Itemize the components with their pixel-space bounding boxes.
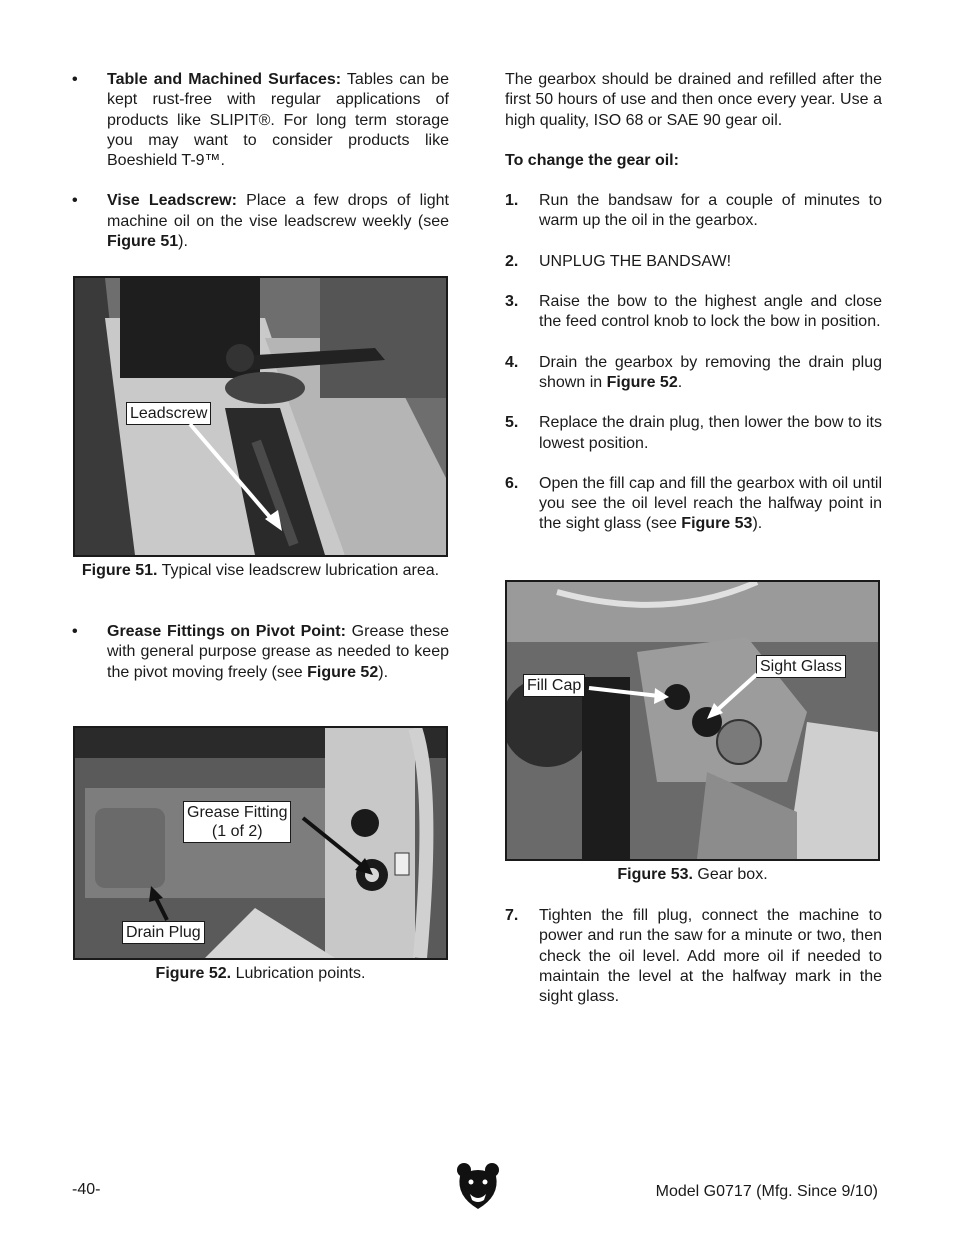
step-text: Raise the bow to the highest angle and close the feed control knob to lock the bow in position. xyxy=(539,293,882,331)
section-heading: To change the gear oil: xyxy=(505,151,679,169)
bullet-symbol: • xyxy=(72,192,78,210)
figure-51-photo xyxy=(73,276,448,557)
step-text: Run the bandsaw for a couple of minutes to warm up the oil in the gearbox. xyxy=(539,192,882,230)
step-text-end: ). xyxy=(752,515,763,533)
leadscrew-callout: Leadscrew xyxy=(126,402,211,425)
bullet-symbol: • xyxy=(72,623,78,640)
caption-label: Figure 51. xyxy=(81,562,158,579)
figure-52-caption xyxy=(73,963,448,984)
step-number: 5. xyxy=(505,414,519,432)
callout-line: Grease Fitting xyxy=(187,804,288,821)
step-number: 4. xyxy=(505,353,519,371)
figure-53-caption xyxy=(505,864,880,885)
gearbox-intro: The gearbox should be drained and refilled after the first 50 hours of use and then once every year. Use a high quality, ISO 68 or SAE 90 gear oil. xyxy=(505,71,882,129)
caption-label: Figure 53. xyxy=(617,866,693,883)
figure-reference: Figure 52 xyxy=(307,663,379,681)
bullet-text-end: ). xyxy=(178,233,188,251)
bullet-vise-leadscrew xyxy=(72,191,449,252)
callout-line: (1 of 2) xyxy=(211,823,263,840)
step-text: Open the fill cap and fill the gearbox with oil until you see the oil level reach the halfway point in the sight glass (see xyxy=(539,474,882,533)
bullet-text: Tables can be kept rust-free with regular applications of products like SLIPIT®. For long term storage you may want to consider products like Boeshield T-9™. xyxy=(107,71,450,170)
figure-52-photo xyxy=(73,726,448,960)
lubrication-arrows-icon xyxy=(75,728,446,958)
bullet-text: Place a few drops of light machine oil on the vise leadscrew weekly (see xyxy=(107,192,449,230)
step-text-end: . xyxy=(677,373,683,391)
step-text: Tighten the fill plug, connect the machine to power and run the saw for a minute or two, then check the oil level. Add more oil if needed to maintain the level at the halfway mark in the sight glass. xyxy=(539,907,882,1006)
caption-text: Lubrication points. xyxy=(231,965,366,982)
step-text: Replace the drain plug, then lower the bow to its lowest position. xyxy=(539,414,882,452)
figure-reference: Figure 51 xyxy=(107,233,179,251)
step-5 xyxy=(505,413,882,454)
step-text: Drain the gearbox by removing the drain plug shown in xyxy=(539,353,882,391)
step-2 xyxy=(505,252,882,272)
bullet-label: Grease Fittings on Pivot Point: xyxy=(107,623,346,640)
figure-reference: Figure 53 xyxy=(681,515,753,533)
bullet-text: Grease these with general purpose grease as needed to keep the pivot moving freely (see xyxy=(107,623,450,681)
step-number: 6. xyxy=(505,474,519,492)
fill-cap-callout: Fill Cap xyxy=(523,674,585,697)
step-7 xyxy=(505,906,882,1007)
leadscrew-arrow-icon xyxy=(75,278,446,555)
drain-plug-callout: Drain Plug xyxy=(122,921,205,944)
step-6 xyxy=(505,474,882,535)
sight-glass-callout: Sight Glass xyxy=(756,655,846,678)
caption-text: Typical vise leadscrew lubrication area. xyxy=(157,562,440,579)
bullet-table-surfaces xyxy=(72,70,449,171)
model-info: Model G0717 (Mfg. Since 9/10) xyxy=(655,1183,878,1200)
step-text: UNPLUG THE BANDSAW! xyxy=(539,252,732,270)
bullet-grease-fittings xyxy=(72,622,449,683)
right-column xyxy=(505,70,882,555)
figure-reference: Figure 52 xyxy=(606,373,678,391)
step-1 xyxy=(505,191,882,232)
bullet-label: Table and Machined Surfaces: xyxy=(107,71,342,88)
step-number: 3. xyxy=(505,293,519,311)
caption-text: Gear box. xyxy=(692,866,768,883)
step-number: 2. xyxy=(505,252,519,270)
bullet-symbol: • xyxy=(72,71,78,88)
left-column xyxy=(72,70,449,272)
page-number: -40- xyxy=(72,1181,101,1198)
step-3 xyxy=(505,292,882,333)
bullet-text-end: ). xyxy=(378,663,389,681)
step-4 xyxy=(505,353,882,394)
bear-head-logo-icon xyxy=(456,1162,500,1210)
caption-label: Figure 52. xyxy=(155,965,232,982)
figure-51-caption xyxy=(73,560,448,581)
figure-53-photo xyxy=(505,580,880,861)
gear-box-arrows-icon xyxy=(507,582,878,859)
step-number: 1. xyxy=(505,192,519,210)
bullet-label: Vise Leadscrew: xyxy=(107,192,237,210)
step-number: 7. xyxy=(505,907,519,924)
